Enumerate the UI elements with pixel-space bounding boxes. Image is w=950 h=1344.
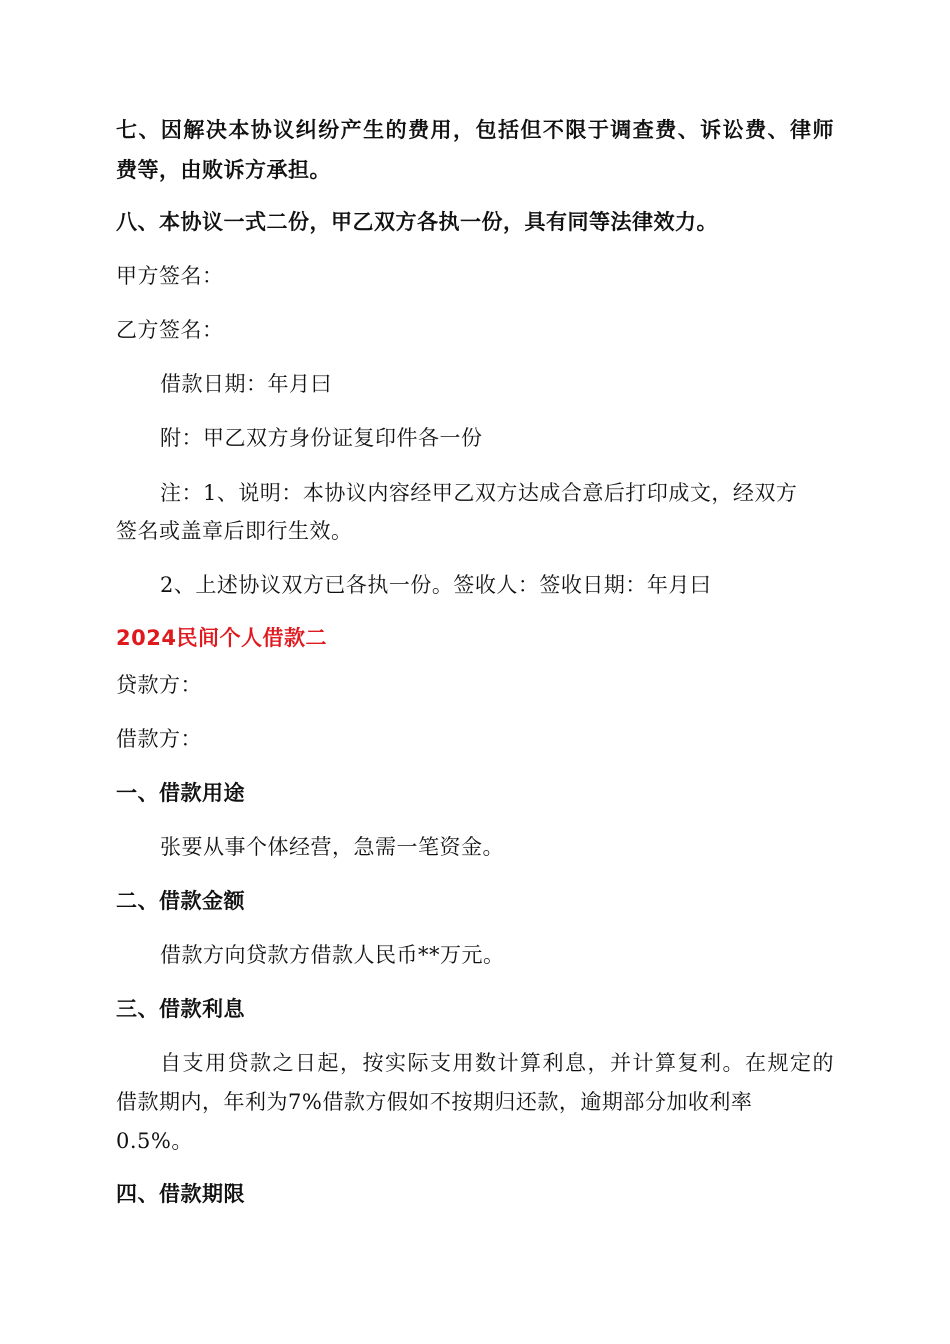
note-one-line1: 注：1、说明：本协议内容经甲乙双方达成合意后打印成文，经双方 [160, 481, 798, 505]
party-b-signature: 乙方签名： [116, 318, 224, 342]
section-title: 2024民间个人借款二 [116, 626, 327, 650]
lender-label: 贷款方： [116, 673, 202, 697]
loan-interest-line2: 借款期内，年利为7%借款方假如不按期归还款，逾期部分加收利率 [116, 1090, 753, 1114]
clause-eight: 八、本协议一式二份，甲乙双方各执一份，具有同等法律效力。 [116, 210, 718, 234]
note-one-line2: 签名或盖章后即行生效。 [116, 519, 353, 543]
loan-interest-line3: 0.5%。 [116, 1129, 193, 1153]
heading-loan-purpose: 一、借款用途 [116, 781, 245, 805]
clause-seven-line2: 费等，由败诉方承担。 [116, 158, 331, 182]
borrower-label: 借款方： [116, 727, 202, 751]
loan-interest-line1: 自支用贷款之日起，按实际支用数计算利息，并计算复利。在规定的 [160, 1051, 834, 1075]
party-a-signature: 甲方签名： [116, 264, 224, 288]
heading-loan-interest: 三、借款利息 [116, 997, 245, 1021]
heading-loan-amount: 二、借款金额 [116, 889, 245, 913]
clause-seven-line1: 七、因解决本协议纠纷产生的费用，包括但不限于调查费、诉讼费、律师 [116, 118, 834, 142]
heading-loan-term: 四、借款期限 [116, 1182, 245, 1206]
loan-purpose-text: 张要从事个体经营，急需一笔资金。 [160, 835, 504, 859]
attachment-note: 附：甲乙双方身份证复印件各一份 [160, 426, 483, 450]
loan-date: 借款日期：年月曰 [160, 372, 332, 396]
loan-amount-text: 借款方向贷款方借款人民币**万元。 [160, 943, 505, 967]
note-two: 2、上述协议双方已各执一份。签收人：签收日期：年月曰 [160, 573, 712, 597]
